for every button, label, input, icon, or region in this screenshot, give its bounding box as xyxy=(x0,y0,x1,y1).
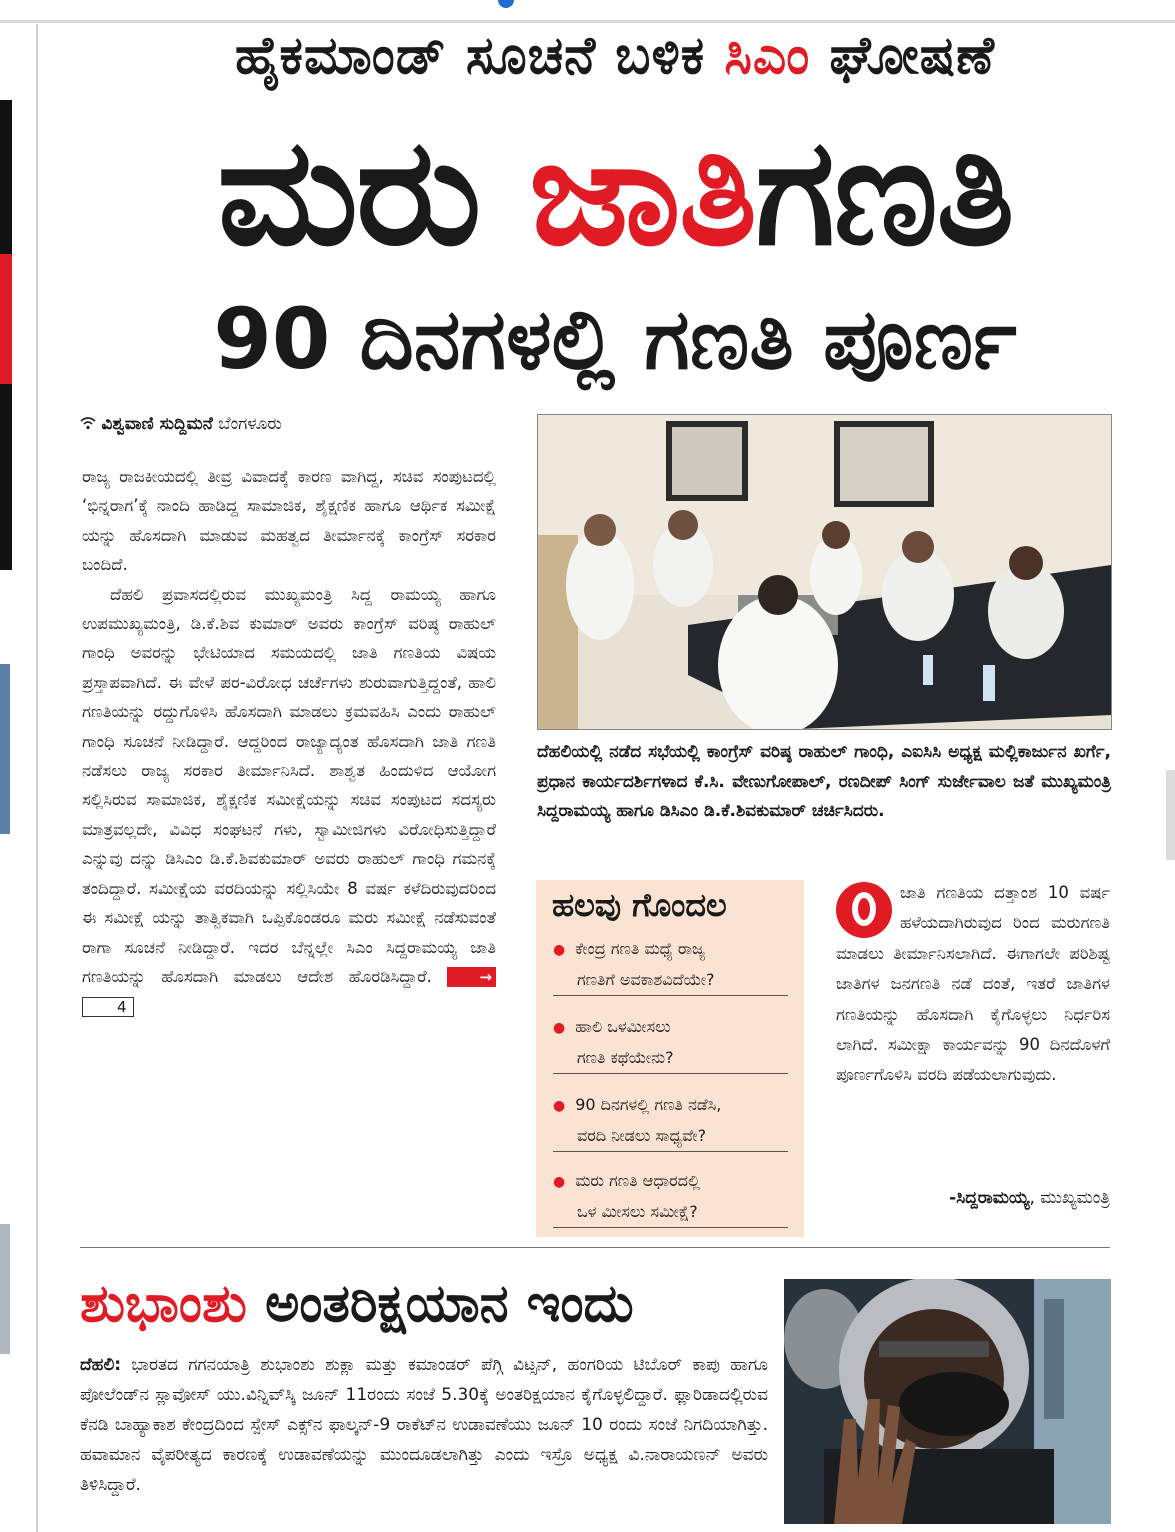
kicker-text-end: ಘೋಷಣೆ xyxy=(810,26,995,86)
story2-headline-highlight: ಶುಭಾಂಶು xyxy=(80,1274,247,1334)
confusion-item-line: ಮರು ಗಣತಿ ಆಧಾರದಲ್ಲಿ xyxy=(575,1171,701,1190)
quote-attribution-title: , ಮುಖ್ಯಮಂತ್ರಿ xyxy=(1029,1188,1110,1208)
byline xyxy=(80,414,282,434)
kicker-line xyxy=(60,26,1170,87)
section-divider xyxy=(80,1247,1110,1248)
byline-source: ವಿಶ್ವವಾಣಿ ಸುದ್ದಿಮನೆ xyxy=(101,414,213,434)
confusion-item-line: ಕೇಂದ್ರ ಗಣತಿ ಮಧ್ಯೆ ರಾಜ್ಯ xyxy=(575,939,706,958)
confusion-item-line: 90 ದಿನಗಳಲ್ಲಿ ಗಣತಿ ನಡೆಸಿ, xyxy=(575,1095,722,1114)
confusion-item-line: ಗಣತಿಗೆ ಅವಕಾಶವಿದೆಯೇ? xyxy=(577,970,715,989)
article-paragraph xyxy=(82,580,496,1021)
confusion-box-title: ಹಲವು ಗೊಂದಲ xyxy=(552,886,727,924)
bullet-dot-icon: ● xyxy=(553,1174,566,1190)
subheadline: 90 ದಿನಗಳಲ್ಲಿ ಗಣತಿ ಪೂರ್ಣ xyxy=(213,290,1017,388)
top-blue-mark xyxy=(498,0,514,8)
story2-dateline: ದೆಹಲಿ: xyxy=(80,1355,122,1375)
quote-spacer xyxy=(836,878,900,938)
adjacent-page-fragment xyxy=(0,254,12,384)
headline-text: ಮರು xyxy=(217,106,530,278)
story2-body-text: ಭಾರತದ ಗಗನಯಾತ್ರಿ ಶುಭಾಂಶು ಶುಕ್ಲಾ ಮತ್ತು ಕಮಾಂಡರ್ ಪೆಗ್ಗಿ ವಿಟ್ಸನ್, ಹಂಗರಿಯ ಟಿಬೊರ್ ಕಾಪು ಹಾಗೂ ಪೋಲೆಂಡ್‌ನ ಸ್ಲಾವೋಸ್ ಯು.ವಿನ್ನಿವ್‌ಸ್ಕಿ ಜೂನ್ 11ರಂದು ಸಂಜೆ 5.30ಕ್ಕೆ ಅಂತರಿಕ್ಷಯಾನ ಕೈಗೊಳ್ಳಲಿದ್ದಾರೆ. ಫ್ಲಾರಿಡಾದಲ್ಲಿರುವ ಕೆನಡಿ ಬಾಹ್ಯಾಕಾಶ ಕೇಂದ್ರದಿಂದ ಸ್ಪೇಸ್ ಎಕ್ಸ್‌ನ ಫಾಲ್ಕನ್-9 ರಾಕೆಟ್‌ನ ಉಡಾವಣೆಯು ಜೂನ್ 10 ರಂದು ಸಂಜೆ ನಿಗದಿಯಾಗಿತ್ತು. ಹವಾಮಾನ ವೈಪರೀತ್ಯದ ಕಾರಣಕ್ಕೆ ಉಡಾವಣೆಯನ್ನು ಮುಂದೂಡಲಾಗಿತ್ತು ಎಂದು ಇಸ್ರೊ ಅಧ್ಯಕ್ಷ ವಿ.ನಾರಾಯಣನ್ ಅವರು ತಿಳಿಸಿದ್ದಾರೆ. xyxy=(80,1355,768,1495)
story2-body xyxy=(80,1350,768,1500)
confusion-item xyxy=(553,1090,788,1152)
adjacent-page-fragment xyxy=(0,664,10,834)
kicker-highlight: ಸಿಎಂ xyxy=(724,26,811,86)
wifi-icon xyxy=(80,414,101,434)
top-rule xyxy=(0,20,1175,23)
right-edge-fragment xyxy=(1166,770,1175,860)
photo-caption: ದೆಹಲಿಯಲ್ಲಿ ನಡೆದ ಸಭೆಯಲ್ಲಿ ಕಾಂಗ್ರೆಸ್ ವರಿಷ್ಠ ರಾಹುಲ್ ಗಾಂಧಿ, ಎಐಸಿಸಿ ಅಧ್ಯಕ್ಷ ಮಲ್ಲಿಕಾರ್ಜುನ ಖರ್ಗೆ, ಪ್ರಧಾನ ಕಾರ್ಯದರ್ಶಿಗಳಾದ ಕೆ.ಸಿ. ವೇಣುಗೋಪಾಲ್, ರಣದೀಪ್ ಸಿಂಗ್ ಸುರ್ಜೇವಾಲ ಜತೆ ಮುಖ್ಯಮಂತ್ರಿ ಸಿದ್ದರಾಮಯ್ಯ ಹಾಗೂ ಡಿಸಿಎಂ ಡಿ.ಕೆ.ಶಿವಕುಮಾರ್ ಚರ್ಚಿಸಿದರು. xyxy=(537,742,1111,821)
bullet-dot-icon: ● xyxy=(553,1020,566,1036)
bullet-dot-icon: ● xyxy=(553,942,566,958)
quote-text: ಜಾತಿ ಗಣತಿಯ ದತ್ತಾಂಶ 10 ವರ್ಷ ಹಳೆಯದಾಗಿರುವುದ ರಿಂದ ಮರುಗಣತಿ ಮಾಡಲು ತೀರ್ಮಾನಿಸಲಾಗಿದೆ. ಈಗಾಗಲೇ ಪರಿಶಿಷ್ಟ ಜಾತಿಗಳ ಜನಗಣತಿ ನಡೆ ದಂತೆ, ಇತರೆ ಜಾತಿಗಳ ಗಣತಿಯನ್ನು ಹೊಸದಾಗಿ ಕೈಗೊಳ್ಳಲು ನಿರ್ಧರಿಸ ಲಾಗಿದೆ. ಸಮೀಕ್ಷಾ ಕಾರ್ಯವನ್ನು 90 ದಿನದೊಳಗೆ ಪೂರ್ಣಗೊಳಿಸಿ ವರದಿ ಪಡೆಯಲಾಗುವುದು. xyxy=(836,883,1110,1085)
confusion-item-line: ಒಳ ಮೀಸಲು ಸಮೀಕ್ಷೆ? xyxy=(577,1202,698,1221)
article-paragraph-text: ದೆಹಲಿ ಪ್ರವಾಸದಲ್ಲಿರುವ ಮುಖ್ಯಮಂತ್ರಿ ಸಿದ್ದ ರಾಮಯ್ಯ ಹಾಗೂ ಉಪಮುಖ್ಯಮಂತ್ರಿ, ಡಿ.ಕೆ.ಶಿವ ಕುಮಾರ್ ಅವರು ಕಾಂಗ್ರೆಸ್ ವರಿಷ್ಠ ರಾಹುಲ್ ಗಾಂಧಿ ಅವರನ್ನು ಭೇಟಿಯಾದ ಸಮಯದಲ್ಲಿ ಜಾತಿ ಗಣತಿಯ ವಿಷಯ ಪ್ರಸ್ತಾಪವಾಗಿದೆ. ಈ ವೇಳೆ ಪರ-ವಿರೋಧ ಚರ್ಚೆಗಳು ಶುರುವಾಗುತ್ತಿದ್ದಂತೆ, ಹಾಲಿ ಗಣತಿಯನ್ನು ರದ್ದುಗೊಳಿಸಿ ಹೊಸದಾಗಿ ಮಾಡಲು ಕ್ರಮವಹಿಸಿ ಎಂದು ರಾಹುಲ್ ಗಾಂಧಿ ಸೂಚನೆ ನೀಡಿದ್ದಾರೆ. ಆದ್ದರಿಂದ ರಾಜ್ಯಾದ್ಯಂತ ಹೊಸದಾಗಿ ಜಾತಿ ಗಣತಿ ನಡೆಸಲು ರಾಜ್ಯ ಸರಕಾರ ತೀರ್ಮಾನಿಸಿದೆ. ಶಾಶ್ವತ ಹಿಂದುಳಿದ ಆಯೋಗ ಸಲ್ಲಿಸಿರುವ ಸಾಮಾಜಿಕ, ಶೈಕ್ಷಣಿಕ ಸಮೀಕ್ಷೆಯನ್ನು ಸಚಿವ ಸಂಪುಟದ ಸದಸ್ಯರು ಮಾತ್ರವಲ್ಲದೇ, ವಿವಿಧ ಸಂಘಟನೆ ಗಳು, ಸ್ವಾಮೀಜಿಗಳು ವಿರೋಧಿಸುತ್ತಿದ್ದಾರೆ ಎನ್ನುವು ದನ್ನು ಡಿಸಿಎಂ ಡಿ.ಕೆ.ಶಿವಕುಮಾರ್ ಅವರು ರಾಹುಲ್ ಗಾಂಧಿ ಗಮನಕ್ಕೆ ತಂದಿದ್ದಾರೆ. ಸಮೀಕ್ಷೆಯ ವರದಿಯನ್ನು ಸಲ್ಲಿಸಿಯೇ 8 ವರ್ಷ ಕಳೆದಿರುವುದರಿಂದ ಈ ಸಮೀಕ್ಷೆ ಯನ್ನು ತಾತ್ವಿಕವಾಗಿ ಒಪ್ಪಿಕೊಂಡರೂ ಮರು ಸಮೀಕ್ಷೆ ನಡೆಸುವಂತೆ ರಾಗಾ ಸೂಚನೆ ನೀಡಿದ್ದಾರೆ. ಇದರ ಬೆನ್ನಲ್ಲೇ ಸಿಎಂ ಸಿದ್ದರಾಮಯ್ಯ ಜಾತಿ ಗಣತಿಯನ್ನು ಹೊಸದಾಗಿ ಮಾಡಲು ಆದೇಶ ಹೊರಡಿಸಿದ್ದಾರೆ. xyxy=(82,584,496,986)
confusion-item xyxy=(553,934,788,996)
continued-page-number[interactable]: 4 xyxy=(82,997,134,1017)
confusion-item xyxy=(553,1012,788,1074)
quote-attribution xyxy=(836,1188,1110,1208)
story2-headline-text: ಅಂತರಿಕ್ಷಯಾನ ಇಂದು xyxy=(246,1274,634,1334)
astronaut-photo-icon xyxy=(784,1279,1111,1524)
article-body xyxy=(82,462,496,1021)
byline-place: ಬೆಂಗಳೂರು xyxy=(218,414,282,434)
adjacent-page-fragment xyxy=(0,1224,10,1354)
confusion-item-line: ಗಣತಿ ಕಥೆಯೇನು? xyxy=(577,1048,674,1067)
main-headline xyxy=(60,108,1170,276)
meeting-photo-icon xyxy=(537,414,1112,730)
article-paragraph: ರಾಜ್ಯ ರಾಜಕೀಯದಲ್ಲಿ ತೀವ್ರ ವಿವಾದಕ್ಕೆ ಕಾರಣ ವಾಗಿದ್ದ, ಸಚಿವ ಸಂಪುಟದಲ್ಲಿ ‘ಭಿನ್ನರಾಗ’ಕ್ಕೆ ನಾಂದಿ ಹಾಡಿದ್ದ ಸಾಮಾಜಿಕ, ಶೈಕ್ಷಣಿಕ ಹಾಗೂ ಆರ್ಥಿಕ ಸಮೀಕ್ಷೆ ಯನ್ನು ಹೊಸದಾಗಿ ಮಾಡುವ ಮಹತ್ವದ ತೀರ್ಮಾನಕ್ಕೆ ಕಾಂಗ್ರೆಸ್ ಸರಕಾರ ಬಂದಿದೆ. xyxy=(82,467,496,575)
adjacent-page-strip xyxy=(0,24,38,1532)
headline-highlight: ಜಾತಿ xyxy=(529,106,756,278)
cm-quote xyxy=(836,878,1110,1091)
quote-attribution-name: -ಸಿದ್ದರಾಮಯ್ಯ xyxy=(949,1188,1030,1208)
bullet-dot-icon: ● xyxy=(553,1098,566,1114)
confusion-item xyxy=(553,1166,788,1228)
headline-text-end: ಗಣತಿ xyxy=(755,106,1013,278)
confusion-item-line: ವರದಿ ನೀಡಲು ಸಾಧ್ಯವೇ? xyxy=(577,1126,707,1145)
confusion-item-line: ಹಾಲಿ ಒಳಮೀಸಲು xyxy=(575,1017,671,1036)
continued-arrow-icon[interactable]: → xyxy=(447,967,496,987)
kicker-text: ಹೈಕಮಾಂಡ್ ಸೂಚನೆ ಬಳಿಕ xyxy=(235,26,725,86)
story2-headline xyxy=(80,1274,634,1335)
